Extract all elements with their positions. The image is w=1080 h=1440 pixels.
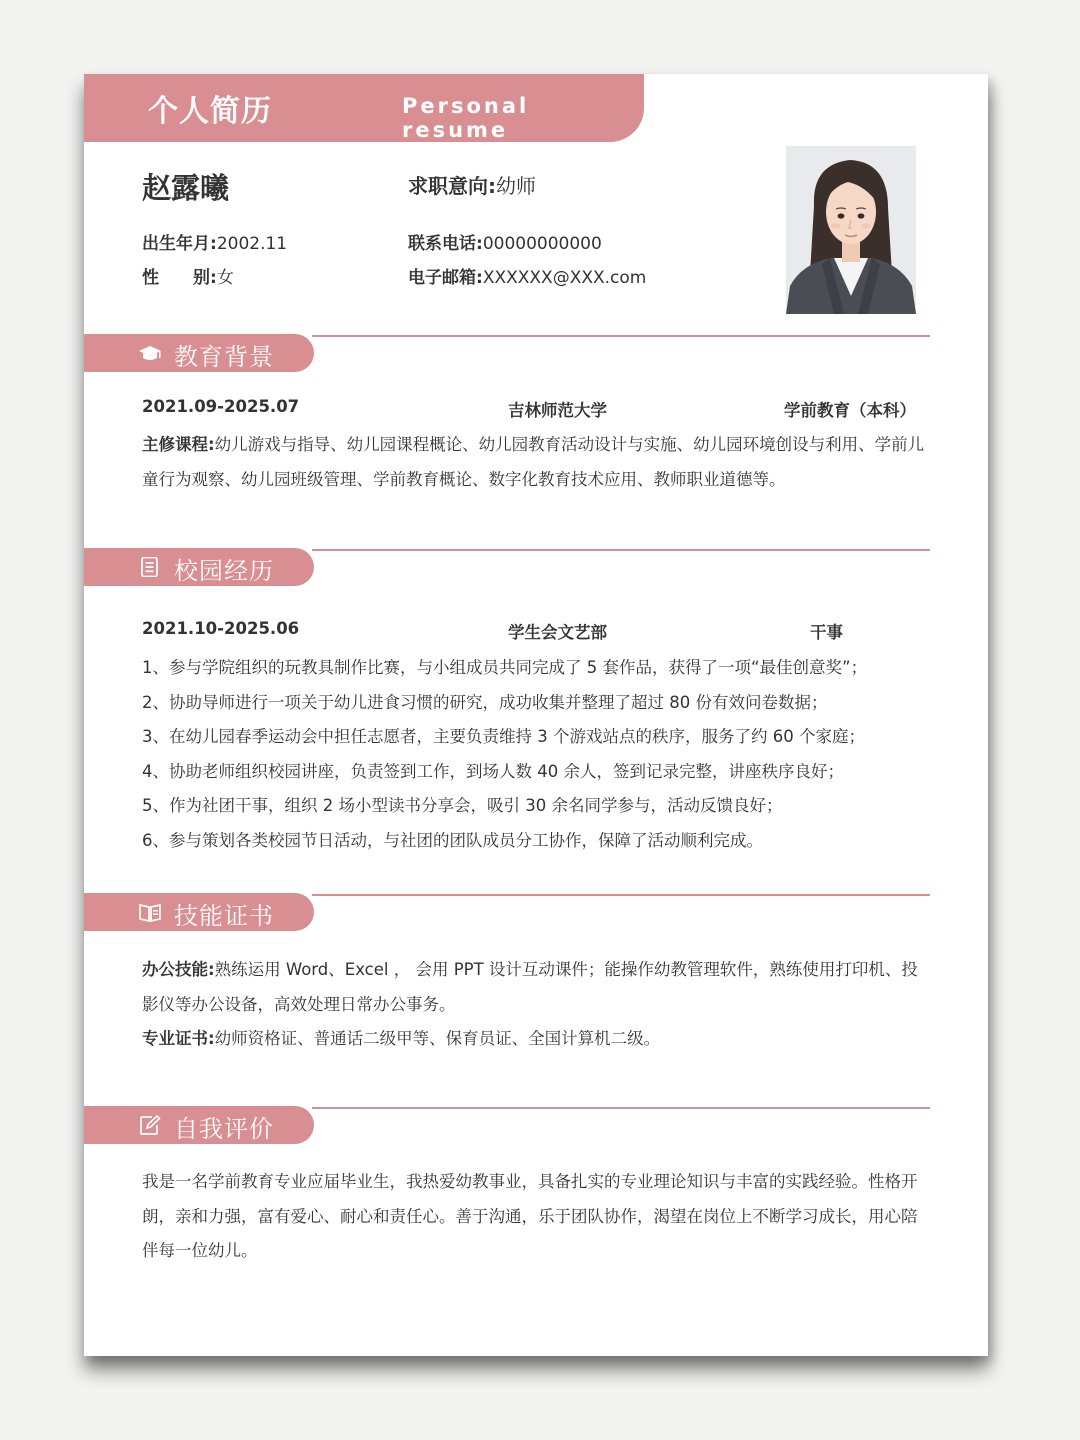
section-header-self-evaluation xyxy=(84,1106,314,1144)
document-list-icon xyxy=(138,557,162,577)
section-header-skills xyxy=(84,893,314,931)
courses-text: 幼儿游戏与指导、幼儿园课程概论、幼儿园教育活动设计与实施、幼儿园环境创设与利用、学前儿童行为观察、幼儿园班级管理、学前教育概论、数字化教育技术应用、教师职业道德等。 xyxy=(142,435,925,489)
gender-value: 女 xyxy=(216,268,234,288)
certificates-text: 幼师资格证、普通话二级甲等、保育员证、全国计算机二级。 xyxy=(214,1029,661,1048)
email xyxy=(408,263,646,288)
resume-title-en: Personal resume xyxy=(402,94,530,142)
education-period: 2021.09-2025.07 xyxy=(142,397,300,416)
job-intent-value: 幼师 xyxy=(496,174,536,198)
campus-period: 2021.10-2025.06 xyxy=(142,619,300,638)
office-skills-text: 熟练运用 Word、Excel ， 会用 PPT 设计互动课件；能操作幼教管理软件，熟练使用打印机、投影仪等办公设备，高效处理日常办公事务。 xyxy=(142,960,918,1014)
phone-label: 联系电话: xyxy=(408,234,483,254)
resume-page xyxy=(84,74,988,1356)
gender-label: 性 别: xyxy=(142,268,217,288)
section-title-education: 教育背景 xyxy=(174,343,274,371)
email-value: XXXXXX@XXX.com xyxy=(482,268,647,288)
list-item: 2、协助导师进行一项关于幼儿进食习惯的研究，成功收集并整理了超过 80 份有效问卷数据； xyxy=(142,692,828,712)
certificates-label: 专业证书: xyxy=(142,1029,215,1048)
list-item: 6、参与策划各类校园节日活动，与社团的团队成员分工协作，保障了活动顺利完成。 xyxy=(142,830,763,850)
birth-date-label: 出生年月: xyxy=(142,234,217,254)
section-header-campus xyxy=(84,548,314,586)
edit-pen-icon xyxy=(138,1115,162,1135)
phone xyxy=(408,229,602,254)
campus-role: 干事 xyxy=(810,623,843,642)
section-header-education xyxy=(84,334,314,372)
section-divider xyxy=(312,894,930,896)
job-intent-label: 求职意向: xyxy=(408,174,496,198)
email-label: 电子邮箱: xyxy=(408,268,483,288)
office-skills xyxy=(142,953,932,1022)
list-item: 4、协助老师组织校园讲座，负责签到工作，到场人数 40 余人，签到记录完整，讲座秩序良好； xyxy=(142,761,844,781)
section-title-campus: 校园经历 xyxy=(174,557,274,585)
gender xyxy=(142,263,234,288)
job-intent xyxy=(408,170,536,199)
campus-organization: 学生会文艺部 xyxy=(508,623,607,642)
birth-date-value: 2002.11 xyxy=(216,234,288,254)
resume-header-band xyxy=(84,74,644,142)
section-divider xyxy=(312,335,930,337)
list-item: 1、参与学院组织的玩教具制作比赛，与小组成员共同完成了 5 套作品，获得了一项“最佳创意奖”； xyxy=(142,658,868,677)
candidate-name: 赵露曦 xyxy=(142,171,230,205)
education-school: 吉林师范大学 xyxy=(508,401,607,420)
education-major: 学前教育（本科） xyxy=(784,401,916,420)
portrait-illustration xyxy=(786,146,916,314)
list-item: 3、在幼儿园春季运动会中担任志愿者，主要负责维持 3 个游戏站点的秩序，服务了约 60 个家庭； xyxy=(142,727,865,746)
list-item: 5、作为社团干事，组织 2 场小型读书分享会，吸引 30 余名同学参与，活动反馈良好； xyxy=(142,796,783,815)
profile-photo xyxy=(786,146,916,314)
office-skills-label: 办公技能: xyxy=(142,960,215,979)
education-courses xyxy=(142,428,932,497)
section-title-self-evaluation: 自我评价 xyxy=(174,1115,274,1143)
phone-value: 00000000000 xyxy=(482,234,602,254)
section-title-skills: 技能证书 xyxy=(174,902,274,930)
self-evaluation-text: 我是一名学前教育专业应届毕业生，我热爱幼教事业，具备扎实的专业理论知识与丰富的实践经验。性格开朗，亲和力强，富有爱心、耐心和责任心。善于沟通，乐于团队协作，渴望在岗位上不断学习成长，用心陪伴每一位幼儿。 xyxy=(142,1172,918,1260)
section-divider xyxy=(312,549,930,551)
birth-date xyxy=(142,229,287,254)
courses-label: 主修课程: xyxy=(142,435,215,454)
resume-title-cn: 个人简历 xyxy=(148,94,272,129)
professional-certificates xyxy=(142,1022,932,1057)
graduation-cap-icon xyxy=(138,343,162,363)
section-divider xyxy=(312,1107,930,1109)
open-book-icon xyxy=(138,902,162,922)
